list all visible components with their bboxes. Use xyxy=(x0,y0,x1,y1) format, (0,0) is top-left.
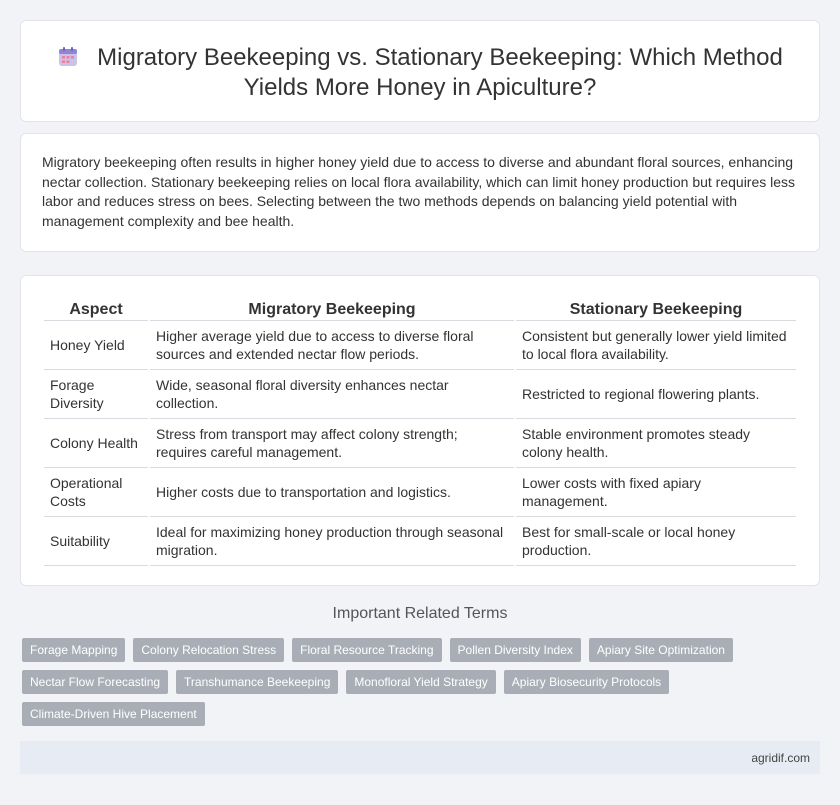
table-cell-stationary: Stable environment promotes steady colony health. xyxy=(516,419,796,468)
table-cell-migratory: Stress from transport may affect colony strength; requires careful management. xyxy=(150,419,514,468)
header-migratory: Migratory Beekeeping xyxy=(150,295,514,321)
header-aspect: Aspect xyxy=(44,295,148,321)
table-cell-aspect: Operational Costs xyxy=(44,468,148,517)
tag-nectar-flow-forecasting[interactable]: Nectar Flow Forecasting xyxy=(22,670,168,694)
footer xyxy=(20,741,820,774)
table-cell-aspect: Colony Health xyxy=(44,419,148,468)
tag-row xyxy=(22,638,822,662)
title-wrap xyxy=(21,43,819,103)
table-cell-migratory: Higher average yield due to access to diverse floral sources and extended nectar flow periods. xyxy=(150,321,514,370)
page-title-line-1 xyxy=(21,43,819,73)
table-cell-aspect: Suitability xyxy=(44,517,148,566)
table-row xyxy=(44,517,796,566)
title-card xyxy=(20,20,820,122)
intro-card xyxy=(20,133,820,252)
related-terms-title: Important Related Terms xyxy=(332,605,508,622)
header-stationary: Stationary Beekeeping xyxy=(516,295,796,321)
table-cell-stationary: Restricted to regional flowering plants. xyxy=(516,370,796,419)
comparison-table xyxy=(42,295,798,566)
table-row xyxy=(44,370,796,419)
tag-climate-driven-hive-placement[interactable]: Climate-Driven Hive Placement xyxy=(22,702,205,726)
table-cell-migratory: Ideal for maximizing honey production through seasonal migration. xyxy=(150,517,514,566)
tag-apiary-biosecurity-protocols[interactable]: Apiary Biosecurity Protocols xyxy=(504,670,669,694)
page-title-line-2: Yields More Honey in Apiculture? xyxy=(243,74,597,101)
table-header-row xyxy=(44,295,796,321)
tag-pollen-diversity-index[interactable]: Pollen Diversity Index xyxy=(450,638,581,662)
tag-colony-relocation-stress[interactable]: Colony Relocation Stress xyxy=(133,638,284,662)
table-row xyxy=(44,468,796,517)
comparison-card xyxy=(20,275,820,586)
tag-forage-mapping[interactable]: Forage Mapping xyxy=(22,638,125,662)
tag-apiary-site-optimization[interactable]: Apiary Site Optimization xyxy=(589,638,733,662)
table-row xyxy=(44,321,796,370)
related-terms-tags xyxy=(22,638,822,734)
tag-row xyxy=(22,702,822,726)
tag-monofloral-yield-strategy[interactable]: Monofloral Yield Strategy xyxy=(346,670,495,694)
tag-floral-resource-tracking[interactable]: Floral Resource Tracking xyxy=(292,638,441,662)
table-cell-stationary: Best for small-scale or local honey production. xyxy=(516,517,796,566)
tag-transhumance-beekeeping[interactable]: Transhumance Beekeeping xyxy=(176,670,338,694)
table-cell-migratory: Wide, seasonal floral diversity enhances nectar collection. xyxy=(150,370,514,419)
table-cell-stationary: Lower costs with fixed apiary management. xyxy=(516,468,796,517)
title-text-line-1: Migratory Beekeeping vs. Stationary Beekeeping: Which Method xyxy=(97,44,783,71)
tag-row xyxy=(22,670,822,694)
footer-site-link[interactable]: agridif.com xyxy=(751,751,810,765)
table-cell-aspect: Honey Yield xyxy=(44,321,148,370)
table-cell-aspect: Forage Diversity xyxy=(44,370,148,419)
calendar-icon xyxy=(57,46,79,68)
table-cell-stationary: Consistent but generally lower yield limited to local flora availability. xyxy=(516,321,796,370)
table-row xyxy=(44,419,796,468)
intro-paragraph: Migratory beekeeping often results in higher honey yield due to access to diverse and abundant floral sources, enhancing nectar collection. Stationary beekeeping relies on local flora availability, which can limit honey production but requires less labor and reduces stress on bees. Selecting between the two methods depends on balancing yield potential with management complexity and bee health. xyxy=(42,154,796,229)
table-cell-migratory: Higher costs due to transportation and logistics. xyxy=(150,468,514,517)
